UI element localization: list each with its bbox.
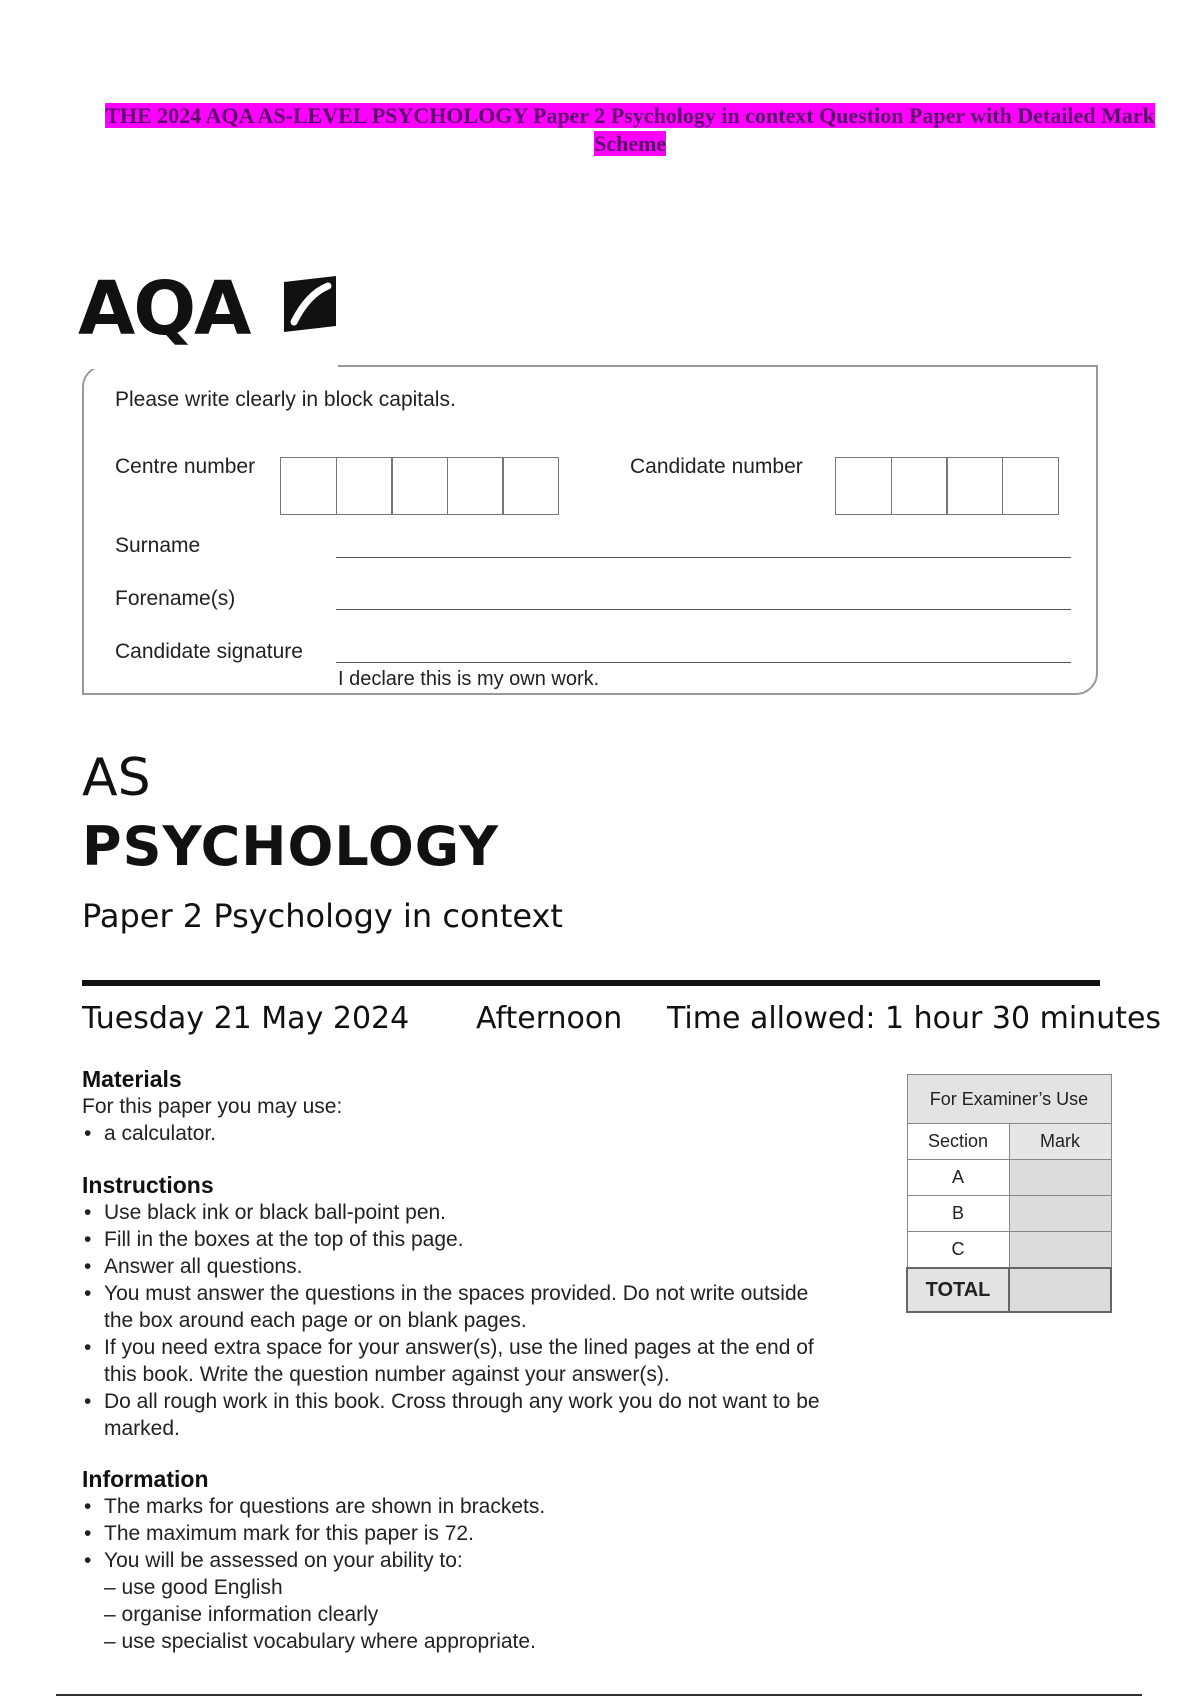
table-row xyxy=(907,1196,1111,1232)
mark-cell xyxy=(1009,1196,1111,1232)
centre-number-digit-box[interactable] xyxy=(280,457,337,515)
information-sub-item: – use specialist vocabulary where appropriate. xyxy=(104,1630,536,1653)
surname-label: Surname xyxy=(115,534,201,557)
signature-field[interactable] xyxy=(336,662,1071,663)
box-gap xyxy=(80,355,338,369)
table-row xyxy=(907,1232,1111,1269)
title-divider xyxy=(82,980,1100,986)
examiner-use-table xyxy=(906,1074,1112,1313)
instruction-item: • Do all rough work in this book. Cross through any work you do not want to be marked. xyxy=(82,1388,842,1442)
qualification-level: AS xyxy=(82,748,151,808)
aqa-logo: AQA xyxy=(78,266,250,352)
aqa-flag-logo-icon xyxy=(282,274,338,334)
section-column-header: Section xyxy=(907,1124,1009,1160)
instruction-item: • You must answer the questions in the spaces provided. Do not write outside the box around each page or on blank pages. xyxy=(82,1280,842,1334)
information-section xyxy=(82,1466,842,1655)
surname-field[interactable] xyxy=(336,557,1071,558)
information-sub-item: – use good English xyxy=(104,1576,283,1599)
time-allowed: Time allowed: 1 hour 30 minutes xyxy=(667,1001,1162,1036)
materials-heading: Materials xyxy=(82,1066,182,1092)
mark-cell xyxy=(1009,1232,1111,1269)
paper-title: Paper 2 Psychology in context xyxy=(82,897,563,935)
information-item: • The marks for questions are shown in brackets. xyxy=(82,1493,842,1520)
candidate-number-digit-box[interactable] xyxy=(946,457,1003,515)
instruction-item: • If you need extra space for your answer(s), use the lined pages at the end of this book. Write the question number against your answer(s). xyxy=(82,1334,842,1388)
centre-number-boxes[interactable] xyxy=(280,457,558,515)
total-mark-cell xyxy=(1009,1268,1111,1312)
candidate-number-boxes[interactable] xyxy=(835,457,1057,515)
section-cell: A xyxy=(907,1160,1009,1196)
forenames-label: Forename(s) xyxy=(115,587,236,610)
information-item: • The maximum mark for this paper is 72. xyxy=(82,1520,842,1547)
instructions-heading: Instructions xyxy=(82,1172,214,1198)
information-heading: Information xyxy=(82,1466,209,1492)
materials-item: • a calculator. xyxy=(82,1120,842,1147)
subject-title: PSYCHOLOGY xyxy=(82,815,500,878)
candidate-number-digit-box[interactable] xyxy=(835,457,892,515)
information-item: • You will be assessed on your ability to: xyxy=(82,1547,842,1574)
instructions-section xyxy=(82,1172,842,1442)
signature-label: Candidate signature xyxy=(115,640,303,663)
banner-text: THE 2024 AQA AS-LEVEL PSYCHOLOGY Paper 2 Psychology in context Question Paper with Detailed Mark Scheme xyxy=(105,103,1155,156)
centre-number-label: Centre number xyxy=(115,455,256,478)
section-cell: B xyxy=(907,1196,1009,1232)
block-capitals-instruction: Please write clearly in block capitals. xyxy=(115,388,456,411)
materials-section xyxy=(82,1066,842,1147)
total-row xyxy=(907,1268,1111,1312)
candidate-number-digit-box[interactable] xyxy=(891,457,948,515)
instruction-item: • Answer all questions. xyxy=(82,1253,842,1280)
forenames-field[interactable] xyxy=(336,609,1071,610)
mark-column-header: Mark xyxy=(1009,1124,1111,1160)
candidate-number-digit-box[interactable] xyxy=(1002,457,1059,515)
table-row xyxy=(907,1160,1111,1196)
centre-number-digit-box[interactable] xyxy=(502,457,559,515)
instruction-item: • Fill in the boxes at the top of this page. xyxy=(82,1226,842,1253)
candidate-number-label: Candidate number xyxy=(630,455,803,478)
centre-number-digit-box[interactable] xyxy=(447,457,504,515)
centre-number-digit-box[interactable] xyxy=(391,457,448,515)
information-sub-item: – organise information clearly xyxy=(104,1603,379,1626)
centre-number-digit-box[interactable] xyxy=(336,457,393,515)
total-label: TOTAL xyxy=(907,1268,1009,1312)
examiner-table-title: For Examiner’s Use xyxy=(907,1075,1111,1124)
instruction-item: • Use black ink or black ball-point pen. xyxy=(82,1199,842,1226)
document-title-banner xyxy=(80,102,1180,158)
own-work-declaration: I declare this is my own work. xyxy=(338,668,600,690)
exam-date: Tuesday 21 May 2024 xyxy=(82,1001,410,1036)
materials-intro: For this paper you may use: xyxy=(82,1095,343,1118)
exam-session: Afternoon xyxy=(476,1001,623,1036)
page-bottom-rule xyxy=(56,1694,1142,1696)
mark-cell xyxy=(1009,1160,1111,1196)
section-cell: C xyxy=(907,1232,1009,1269)
